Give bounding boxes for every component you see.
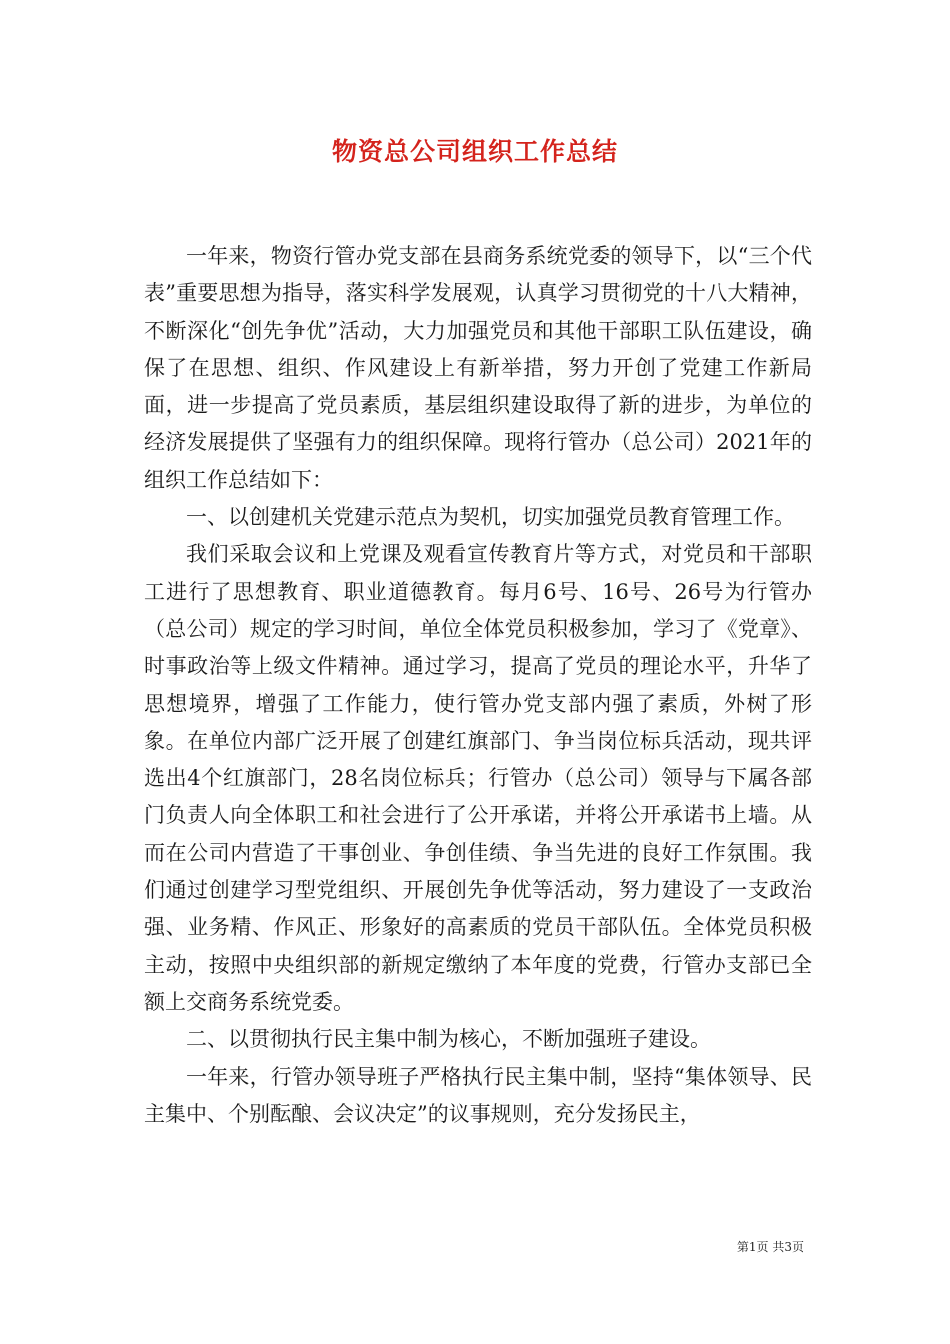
document-body <box>144 238 812 1133</box>
section-heading-one: 一、以创建机关党建示范点为契机，切实加强党员教育管理工作。 <box>186 505 795 530</box>
paragraph-intro: 一年来，物资行管办党支部在县商务系统党委的领导下，以“三个代表”重要思想为指导，落实科学发展观，认真学习贯彻党的十八大精神，不断深化“创先争优”活动，大力加强党员和其他干部职工队伍建设，确保了在思想、组织、作风建设上有新举措，努力开创了党建工作新局面，进一步提高了党员素质，基层组织建设取得了新的进步，为单位的经济发展提供了坚强有力的组织保障。现将行管办（总公司）2021年的组织工作总结如下： <box>144 244 812 492</box>
paragraph-section-one: 我们采取会议和上党课及观看宣传教育片等方式，对党员和干部职工进行了思想教育、职业道德教育。每月6号、16号、26号为行管办（总公司）规定的学习时间，单位全体党员积极参加，学习了《党章》、时事政治等上级文件精神。通过学习，提高了党员的理论水平，升华了思想境界，增强了工作能力，使行管办党支部内强了素质，外树了形象。在单位内部广泛开展了创建红旗部门、争当岗位标兵活动，现共评选出4个红旗部门，28名岗位标兵；行管办（总公司）领导与下属各部门负责人向全体职工和社会进行了公开承诺，并将公开承诺书上墙。从而在公司内营造了干事创业、争创佳绩、争当先进的良好工作氛围。我们通过创建学习型党组织、开展创先争优等活动，努力建设了一支政治强、业务精、作风正、形象好的高素质的党员干部队伍。全体党员积极主动，按照中央组织部的新规定缴纳了本年度的党费，行管办支部已全额上交商务系统党委。 <box>144 542 812 1014</box>
page-number-footer: 第1页 共3页 <box>736 1240 804 1254</box>
section-heading-two: 二、以贯彻执行民主集中制为核心，不断加强班子建设。 <box>186 1027 711 1052</box>
paragraph-section-two: 一年来，行管办领导班子严格执行民主集中制，坚持“集体领导、民主集中、个别酝酿、会议决定”的议事规则，充分发扬民主， <box>144 1064 812 1126</box>
document-title: 物资总公司组织工作总结 <box>331 137 618 166</box>
